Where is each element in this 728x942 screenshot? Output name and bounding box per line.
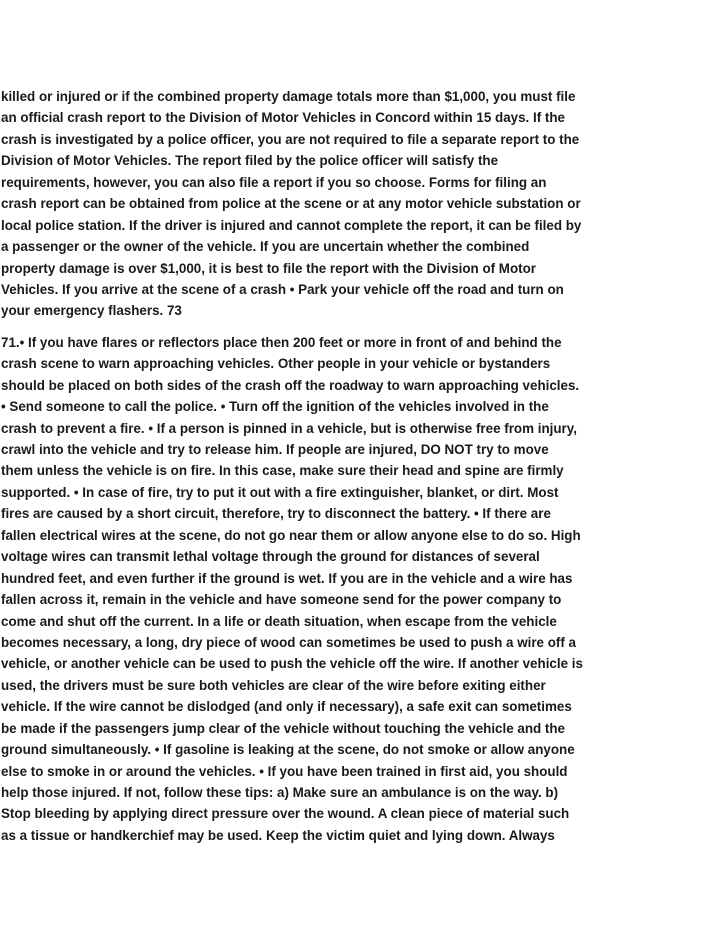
text-line: fires are caused by a short circuit, therefore, try to disconnect the battery. • If there are: [1, 506, 551, 522]
text-line: hundred feet, and even further if the ground is wet. If you are in the vehicle and a wire has: [1, 570, 573, 586]
text-line: be made if the passengers jump clear of the vehicle without touching the vehicle and the: [1, 720, 566, 736]
text-line: 71.• If you have flares or reflectors place then 200 feet or more in front of and behind the: [1, 334, 562, 350]
text-line: should be placed on both sides of the crash off the roadway to warn approaching vehicles.: [1, 377, 580, 393]
text-line: requirements, however, you can also file a report if you so choose. Forms for filing an: [1, 174, 547, 190]
text-line: local police station. If the driver is injured and cannot complete the report, it can be filed by: [1, 217, 582, 233]
text-line: vehicle, or another vehicle can be used to push the vehicle off the wire. If another vehicle is: [1, 656, 583, 672]
paragraph-crash-scene: [0, 332, 728, 847]
text-line: your emergency flashers. 73: [1, 303, 182, 319]
text-line: as a tissue or handkerchief may be used. Keep the victim quiet and lying down. Always: [1, 827, 555, 843]
text-line: used, the drivers must be sure both vehicles are clear of the wire before exiting either: [1, 677, 546, 693]
text-line: Stop bleeding by applying direct pressure over the wound. A clean piece of material such: [1, 806, 570, 822]
text-line: Division of Motor Vehicles. The report filed by the police officer will satisfy the: [1, 153, 499, 169]
text-line: property damage is over $1,000, it is best to file the report with the Division of Motor: [1, 260, 536, 276]
document-page: [0, 86, 728, 846]
text-line: ground simultaneously. • If gasoline is leaking at the scene, do not smoke or allow anyone: [1, 742, 575, 758]
text-line: crash scene to warn approaching vehicles. Other people in your vehicle or bystanders: [1, 356, 551, 372]
text-line: come and shut off the current. In a life or death situation, when escape from the vehicle: [1, 613, 557, 629]
text-line: them unless the vehicle is on fire. In this case, make sure their head and spine are firmly: [1, 463, 564, 479]
text-line: else to smoke in or around the vehicles. • If you have been trained in first aid, you should: [1, 763, 568, 779]
text-line: Vehicles. If you arrive at the scene of a crash • Park your vehicle off the road and turn on: [1, 281, 564, 297]
text-line: crawl into the vehicle and try to release him. If people are injured, DO NOT try to move: [1, 442, 549, 457]
text-line: crash report can be obtained from police at the scene or at any motor vehicle substation or: [1, 196, 581, 212]
text-line: fallen across it, remain in the vehicle and have someone send for the power company to: [1, 592, 562, 608]
paragraph-spacer: [0, 322, 728, 332]
text-line: a passenger or the owner of the vehicle. If you are uncertain whether the combined: [1, 239, 530, 255]
text-line: help those injured. If not, follow these tips: a) Make sure an ambulance is on the way. b): [1, 785, 559, 800]
text-line: an official crash report to the Division of Motor Vehicles in Concord within 15 days. If the: [1, 110, 565, 126]
text-line: supported. • In case of fire, try to put it out with a fire extinguisher, blanket, or dirt. Most: [1, 484, 559, 500]
text-line: • Send someone to call the police. • Turn off the ignition of the vehicles involved in the: [1, 399, 549, 415]
text-line: vehicle. If the wire cannot be dislodged (and only if necessary), a safe exit can sometimes: [1, 699, 572, 715]
text-line: killed or injured or if the combined property damage totals more than $1,000, you must file: [1, 89, 576, 104]
text-line: fallen electrical wires at the scene, do not go near them or allow anyone else to do so. High: [1, 527, 581, 543]
paragraph-crash-report: [0, 86, 728, 322]
text-line: becomes necessary, a long, dry piece of wood can sometimes be used to push a wire off a: [1, 634, 576, 650]
text-line: voltage wires can transmit lethal voltage through the ground for distances of several: [1, 549, 540, 565]
text-line: crash is investigated by a police officer, you are not required to file a separate report to the: [1, 131, 580, 147]
text-line: crash to prevent a fire. • If a person is pinned in a vehicle, but is otherwise free from injury,: [1, 420, 577, 436]
